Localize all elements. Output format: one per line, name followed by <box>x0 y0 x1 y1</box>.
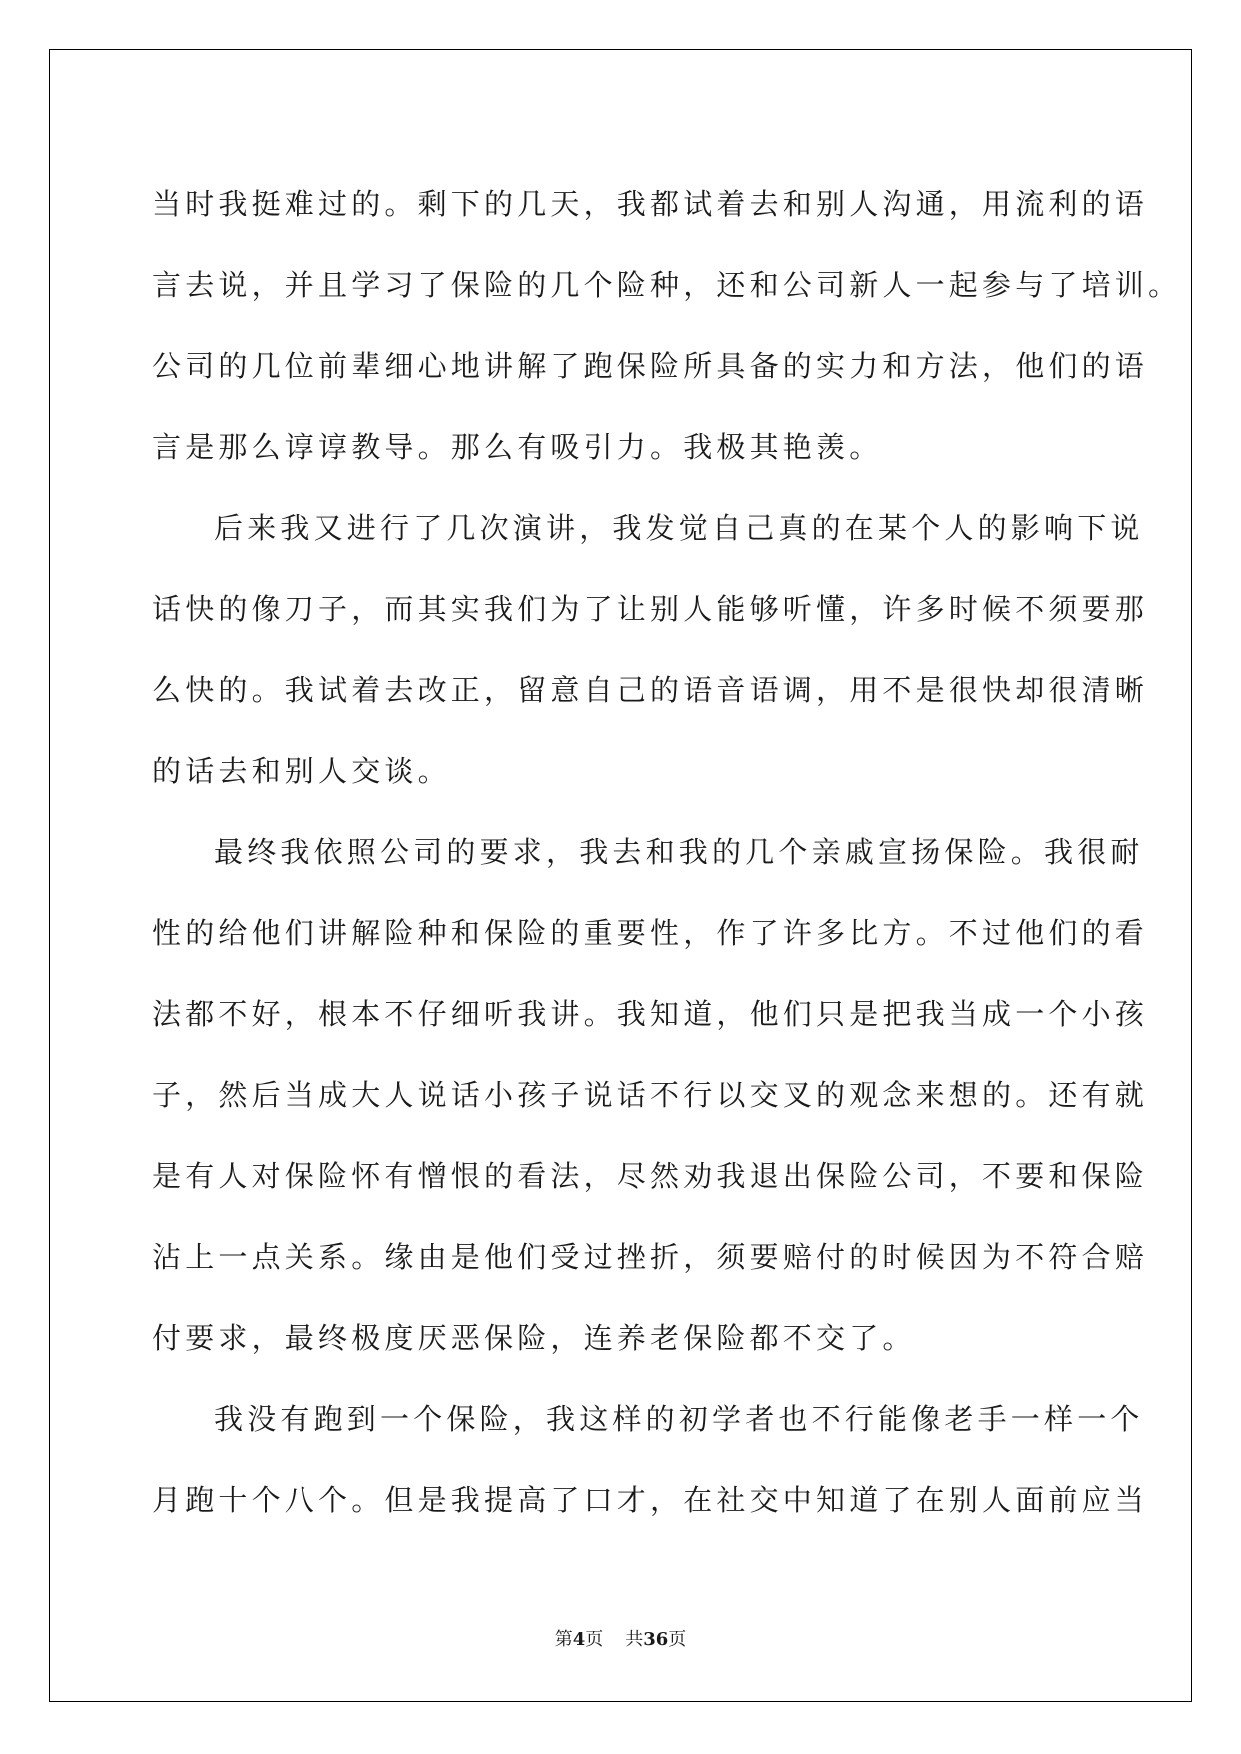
text-line: 子，然后当成大人说话小孩子说话不行以交叉的观念来想的。还有就 <box>152 1078 1149 1112</box>
page-footer <box>0 1625 1241 1651</box>
total-page-count: 36 <box>643 1629 669 1650</box>
text-line: 法都不好，根本不仔细听我讲。我知道，他们只是把我当成一个小孩 <box>152 997 1149 1031</box>
text-line: 月跑十个八个。但是我提高了口才，在社交中知道了在别人面前应当 <box>152 1483 1149 1517</box>
footer-total-prefix: 共 <box>625 1629 644 1650</box>
text-line: 沾上一点关系。缘由是他们受过挫折，须要赔付的时候因为不符合赔 <box>152 1240 1149 1274</box>
text-line: 话快的像刀子，而其实我们为了让别人能够听懂，许多时候不须要那 <box>152 592 1149 626</box>
current-page-number: 4 <box>572 1629 586 1650</box>
footer-total-suffix: 页 <box>668 1629 687 1650</box>
text-line: 的话去和别人交谈。 <box>152 754 451 788</box>
text-line: 么快的。我试着去改正，留意自己的语音语调，用不是很快却很清晰 <box>152 673 1149 707</box>
paragraph-first-line: 后来我又进行了几次演讲，我发觉自己真的在某个人的影响下说 <box>214 511 1144 545</box>
text-line: 公司的几位前辈细心地讲解了跑保险所具备的实力和方法，他们的语 <box>152 349 1149 383</box>
text-line: 付要求，最终极度厌恶保险，连养老保险都不交了。 <box>152 1321 916 1355</box>
text-line: 性的给他们讲解险种和保险的重要性，作了许多比方。不过他们的看 <box>152 916 1149 950</box>
footer-page-suffix: 页 <box>585 1629 604 1650</box>
paragraph-first-line: 最终我依照公司的要求，我去和我的几个亲戚宣扬保险。我很耐 <box>214 835 1144 869</box>
footer-prefix: 第 <box>554 1629 573 1650</box>
text-line: 言是那么谆谆教导。那么有吸引力。我极其艳羡。 <box>152 430 883 464</box>
body-text <box>152 187 1182 1567</box>
text-line: 是有人对保险怀有憎恨的看法，尽然劝我退出保险公司，不要和保险 <box>152 1159 1149 1193</box>
paragraph-first-line: 我没有跑到一个保险，我这样的初学者也不行能像老手一样一个 <box>214 1402 1144 1436</box>
text-line: 言去说，并且学习了保险的几个险种，还和公司新人一起参与了培训。 <box>152 268 1182 302</box>
text-line: 当时我挺难过的。剩下的几天，我都试着去和别人沟通，用流利的语 <box>152 187 1149 221</box>
